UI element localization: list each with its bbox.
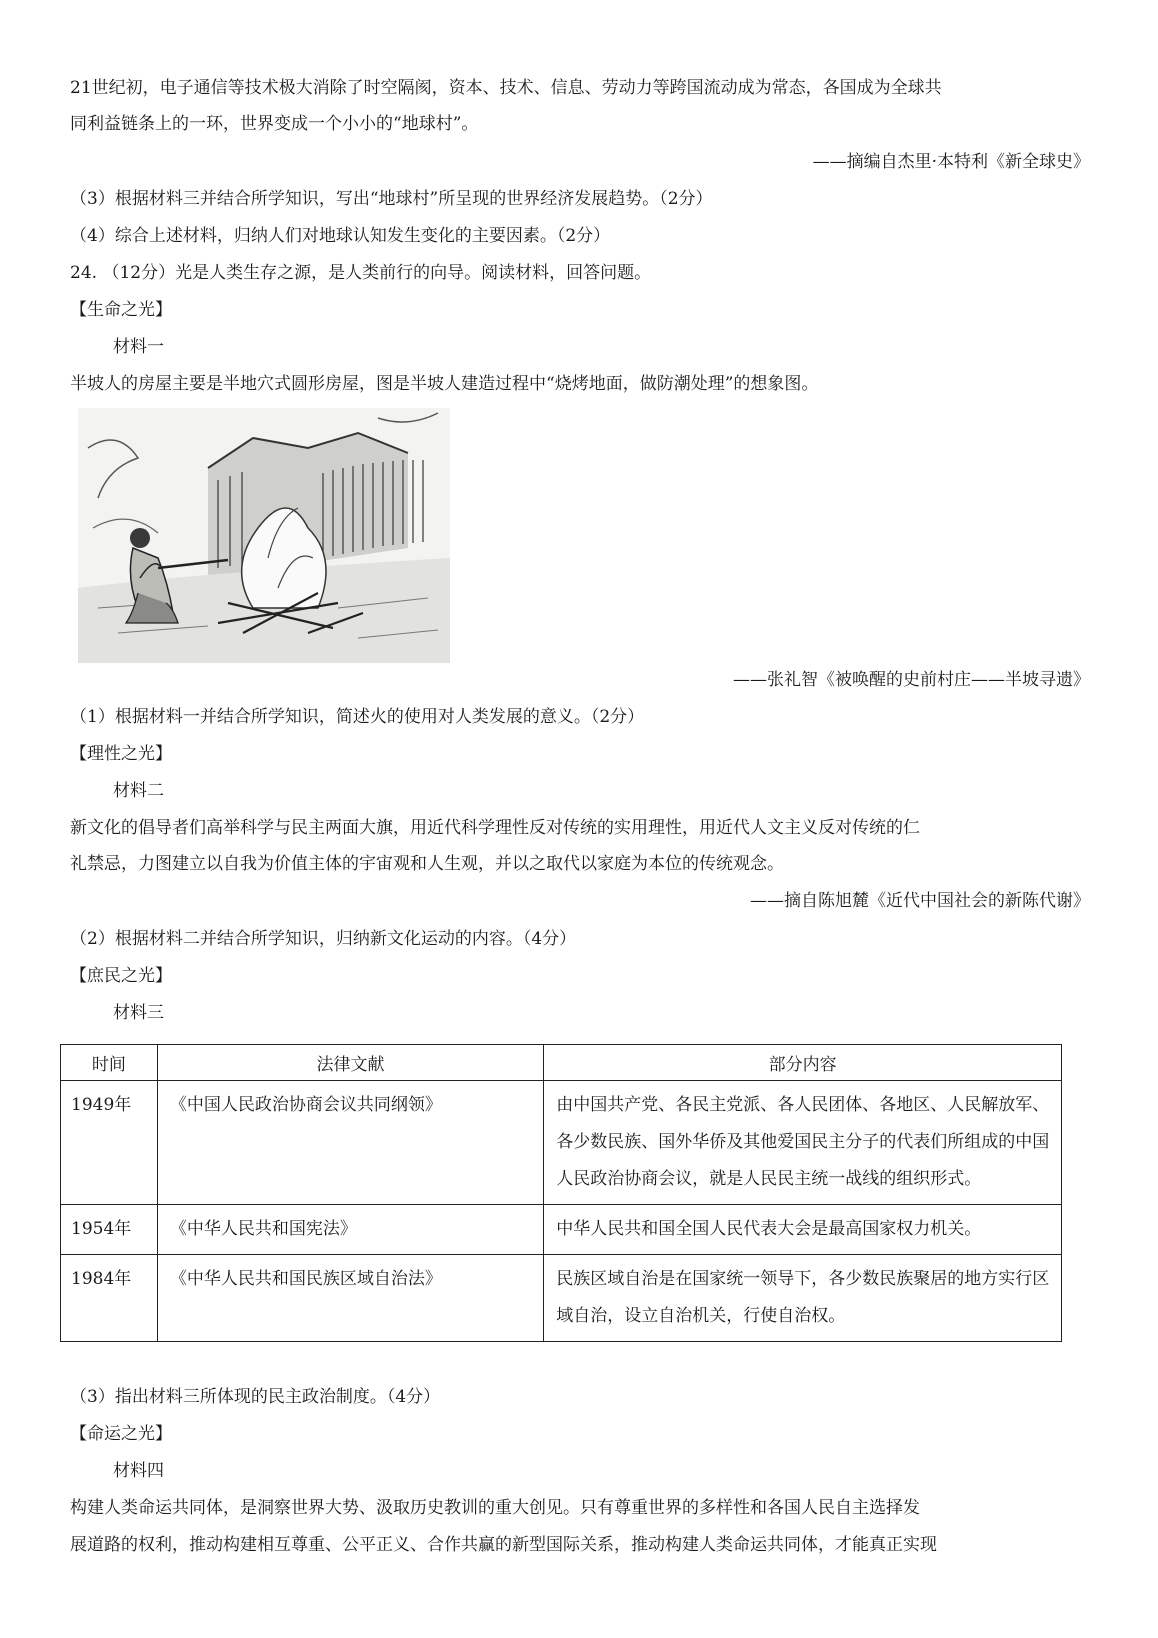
- cell-time: 1954年: [71, 1219, 132, 1239]
- source-citation: ——摘自陈旭麓《近代中国社会的新陈代谢》: [750, 891, 1090, 911]
- material-3-label: 材料三: [113, 1003, 164, 1023]
- source-citation: ——摘编自杰里·本特利《新全球史》: [812, 152, 1090, 172]
- cell-time: 1984年: [71, 1269, 132, 1289]
- material-3-table: [60, 1044, 1062, 1342]
- paragraph-line: 展道路的权利，推动构建相互尊重、公平正义、合作共赢的新型国际关系，推动构建人类命运共同体，才能真正实现: [70, 1535, 937, 1555]
- question-4-earlier: （4）综合上述材料，归纳人们对地球认知发生变化的主要因素。（2分）: [70, 226, 611, 246]
- column-header-time: 时间: [61, 1045, 158, 1081]
- column-header-content: 部分内容: [544, 1045, 1062, 1081]
- source-citation: ——张礼智《被唤醒的史前村庄——半坡寻遗》: [733, 670, 1090, 690]
- section-heading-commoners: 【庶民之光】: [70, 966, 172, 986]
- paragraph-line: 新文化的倡导者们高举科学与民主两面大旗，用近代科学理性反对传统的实用理性，用近代人文主义反对传统的仁: [70, 818, 920, 838]
- material-4-label: 材料四: [113, 1461, 164, 1481]
- table-row: [61, 1255, 1062, 1342]
- cell-content: 民族区域自治是在国家统一领导下，各少数民族聚居的地方实行区域自治，设立自治机关，行使自治权。: [556, 1269, 1050, 1326]
- table-row: [61, 1205, 1062, 1255]
- paragraph-line: 21世纪初，电子通信等技术极大消除了时空隔阂，资本、技术、信息、劳动力等跨国流动成为常态，各国成为全球共: [70, 78, 942, 98]
- material-1-text: 半坡人的房屋主要是半地穴式圆形房屋，图是半坡人建造过程中“烧烤地面，做防潮处理”的想象图。: [70, 374, 819, 394]
- table-header-row: [61, 1045, 1062, 1081]
- section-heading-reason: 【理性之光】: [70, 744, 172, 764]
- table-row: [61, 1081, 1062, 1205]
- column-header-document: 法律文献: [157, 1045, 543, 1081]
- section-heading-destiny: 【命运之光】: [70, 1424, 172, 1444]
- question-3-earlier: （3）根据材料三并结合所学知识，写出“地球村”所呈现的世界经济发展趋势。（2分）: [70, 189, 713, 209]
- cell-document: 《中华人民共和国民族区域自治法》: [169, 1269, 442, 1289]
- question-3: （3）指出材料三所体现的民主政治制度。（4分）: [70, 1387, 441, 1407]
- section-heading-life: 【生命之光】: [70, 300, 172, 320]
- paragraph-line: 礼禁忌，力图建立以自我为价值主体的宇宙观和人生观，并以之取代以家庭为本位的传统观念。: [70, 854, 784, 874]
- cell-content: 中华人民共和国全国人民代表大会是最高国家权力机关。: [556, 1219, 982, 1239]
- question-1: （1）根据材料一并结合所学知识，简述火的使用对人类发展的意义。（2分）: [70, 707, 645, 727]
- cell-document: 《中华人民共和国宪法》: [169, 1219, 357, 1239]
- material-2-label: 材料二: [113, 781, 164, 801]
- question-24-intro: 24. （12分）光是人类生存之源，是人类前行的向导。阅读材料，回答问题。: [70, 263, 652, 283]
- question-2: （2）根据材料二并结合所学知识，归纳新文化运动的内容。（4分）: [70, 929, 577, 949]
- paragraph-line: 同利益链条上的一环，世界变成一个小小的“地球村”。: [70, 114, 479, 134]
- material-1-label: 材料一: [113, 337, 164, 357]
- paragraph-line: 构建人类命运共同体，是洞察世界大势、汲取历史教训的重大创见。只有尊重世界的多样性和各国人民自主选择发: [70, 1498, 920, 1518]
- cell-time: 1949年: [71, 1095, 132, 1115]
- cell-content: 由中国共产党、各民主党派、各人民团体、各地区、人民解放军、各少数民族、国外华侨及其他爱国民主分子的代表们所组成的中国人民政治协商会议，就是人民民主统一战线的组织形式。: [556, 1095, 1050, 1189]
- cell-document: 《中国人民政治协商会议共同纲领》: [169, 1095, 442, 1115]
- banpo-illustration: [78, 408, 450, 663]
